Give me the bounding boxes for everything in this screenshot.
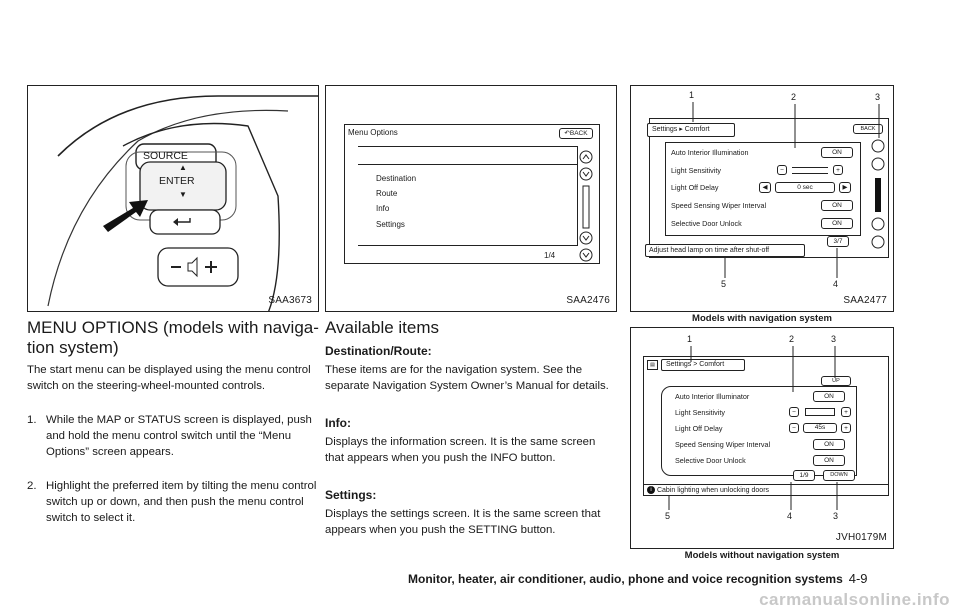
- row-label-selective-door: Selective Door Unlock: [675, 456, 746, 465]
- down-button-label: DOWN: [830, 472, 848, 478]
- intro-paragraph: The start menu can be displayed using the menu control switch on the steering-wheel-mounted controls.: [27, 364, 311, 393]
- decrease-delay-button[interactable]: −: [789, 423, 799, 433]
- footer-chapter-title: Monitor, heater, air conditioner, audio, phone and voice recognition systems: [408, 572, 843, 586]
- enter-up-arrow: ▲: [179, 163, 187, 172]
- callout-leader-lines: [631, 328, 894, 549]
- enter-down-arrow: ▼: [179, 190, 187, 199]
- row-label-wiper-interval: Speed Sensing Wiper Interval: [671, 201, 767, 210]
- callout-5: 5: [665, 511, 671, 521]
- text-destination-route: These items are for the navigation system. See the separate Navigation System Owner’s Manual for details.: [325, 364, 609, 393]
- figure-nav-settings: [630, 85, 894, 312]
- page-footer: [408, 571, 868, 586]
- toggle-value: ON: [824, 457, 834, 464]
- up-button-label: UP: [832, 378, 840, 384]
- menu-title: Menu Options: [348, 128, 398, 137]
- steering-switch-illustration: [28, 86, 319, 312]
- menu-item-settings[interactable]: Settings: [376, 220, 405, 229]
- figure-steering-switch: [27, 85, 319, 312]
- info-icon: i: [647, 486, 655, 494]
- row-label-light-off-delay: Light Off Delay: [675, 424, 723, 433]
- source-label: SOURCE: [143, 150, 188, 162]
- figure-code: SAA2477: [843, 295, 887, 306]
- hint-text: Adjust head lamp on time after shut-off: [649, 247, 770, 254]
- figure-code: JVH0179M: [835, 532, 887, 543]
- available-items-heading: Available items: [325, 318, 440, 337]
- minus-button[interactable]: −: [777, 165, 787, 175]
- callout-4: 4: [833, 279, 839, 289]
- step-text: While the MAP or STATUS screen is displayed, push and hold the menu control switch until the “Menu Options” screen appears.: [46, 414, 312, 459]
- toggle-value: ON: [824, 393, 834, 400]
- figure-menu-options: [325, 85, 617, 312]
- step-number: 2.: [27, 480, 37, 492]
- non-nav-settings-screen: [631, 328, 894, 549]
- hint-text: Cabin lighting when unlocking doors: [656, 487, 770, 494]
- text-info: Displays the information screen. It is the same screen that appears when you push the INFO button.: [325, 436, 596, 465]
- page-number: 4-9: [848, 571, 868, 586]
- increase-delay-button[interactable]: ▶: [839, 182, 851, 193]
- callout-2: 2: [791, 92, 797, 102]
- caption-non-nav-models: Models without navigation system: [684, 550, 840, 561]
- back-button[interactable]: [559, 128, 593, 139]
- row-label-selective-door: Selective Door Unlock: [671, 219, 742, 228]
- callout-4: 4: [787, 511, 793, 521]
- enter-button-label: ENTER: [159, 175, 195, 187]
- row-label-light-sensitivity: Light Sensitivity: [675, 408, 725, 417]
- figure-non-nav-settings: [630, 327, 894, 549]
- minus-button[interactable]: −: [789, 407, 799, 417]
- toggle-value: ON: [832, 220, 842, 227]
- callout-3: 3: [831, 334, 837, 344]
- back-arrow-icon: ↶: [564, 130, 570, 137]
- callout-leader-lines: [631, 86, 894, 312]
- callout-1: 1: [687, 334, 693, 344]
- callout-1: 1: [689, 90, 695, 100]
- callout-5: 5: [721, 279, 727, 289]
- row-label-light-sensitivity: Light Sensitivity: [671, 166, 721, 175]
- delay-value-label: 45s: [814, 424, 826, 431]
- scroll-controls[interactable]: [576, 148, 596, 268]
- toggle-value: ON: [832, 149, 842, 156]
- breadcrumb-label: Settings > Comfort: [666, 361, 725, 368]
- subheading-settings: Settings:: [325, 488, 377, 502]
- delay-value-label: 0 sec: [797, 184, 813, 191]
- subheading-destination-route: Destination/Route:: [325, 344, 432, 358]
- increase-delay-button[interactable]: +: [841, 423, 851, 433]
- text-settings: Displays the settings screen. It is the same screen that appears when you push the SETTING button.: [325, 508, 601, 537]
- subheading-info: Info:: [325, 416, 351, 430]
- toggle-value: ON: [832, 202, 842, 209]
- row-label-auto-interior: Auto Interior Illumination: [671, 148, 749, 157]
- menu-item-info[interactable]: Info: [376, 204, 390, 213]
- step-1: [27, 412, 321, 461]
- page-indicator-label: 3/7: [833, 238, 843, 245]
- row-label-auto-interior: Auto Interior Illuminator: [675, 392, 750, 401]
- step-number: 1.: [27, 414, 37, 426]
- row-label-light-off-delay: Light Off Delay: [671, 183, 719, 192]
- back-button-label: BACK: [569, 130, 588, 137]
- figure-code: SAA3673: [268, 295, 312, 306]
- menu-item-route[interactable]: Route: [376, 189, 398, 198]
- row-label-wiper-interval: Speed Sensing Wiper Interval: [675, 440, 771, 449]
- plus-button[interactable]: +: [841, 407, 851, 417]
- callout-3: 3: [875, 92, 881, 102]
- step-2: [27, 478, 321, 527]
- breadcrumb-label: Settings ▸ Comfort: [652, 126, 710, 133]
- menu-options-screen: [326, 86, 617, 312]
- callout-3-bottom: 3: [833, 511, 839, 521]
- menu-list-divider: [358, 164, 578, 165]
- callout-2: 2: [789, 334, 795, 344]
- settings-icon: ▤: [647, 360, 658, 370]
- decrease-delay-button[interactable]: ◀: [759, 182, 771, 193]
- page-indicator-label: 1/9: [799, 472, 809, 479]
- step-text: Highlight the preferred item by tilting the menu control switch up or down, and then push the menu control switch to select it.: [46, 480, 317, 525]
- section-heading-line2: tion system): [27, 338, 119, 357]
- nav-settings-screen: [631, 86, 894, 312]
- watermark: carmanualsonline.info: [759, 590, 950, 609]
- section-heading-line1: MENU OPTIONS (models with naviga-: [27, 318, 319, 337]
- caption-nav-models: Models with navigation system: [692, 313, 832, 324]
- menu-item-destination[interactable]: Destination: [376, 174, 417, 183]
- plus-button[interactable]: +: [833, 165, 843, 175]
- figure-code: SAA2476: [566, 295, 610, 306]
- back-button-label: BACK: [860, 126, 876, 132]
- toggle-value: ON: [824, 441, 834, 448]
- menu-page-indicator: 1/4: [544, 251, 556, 260]
